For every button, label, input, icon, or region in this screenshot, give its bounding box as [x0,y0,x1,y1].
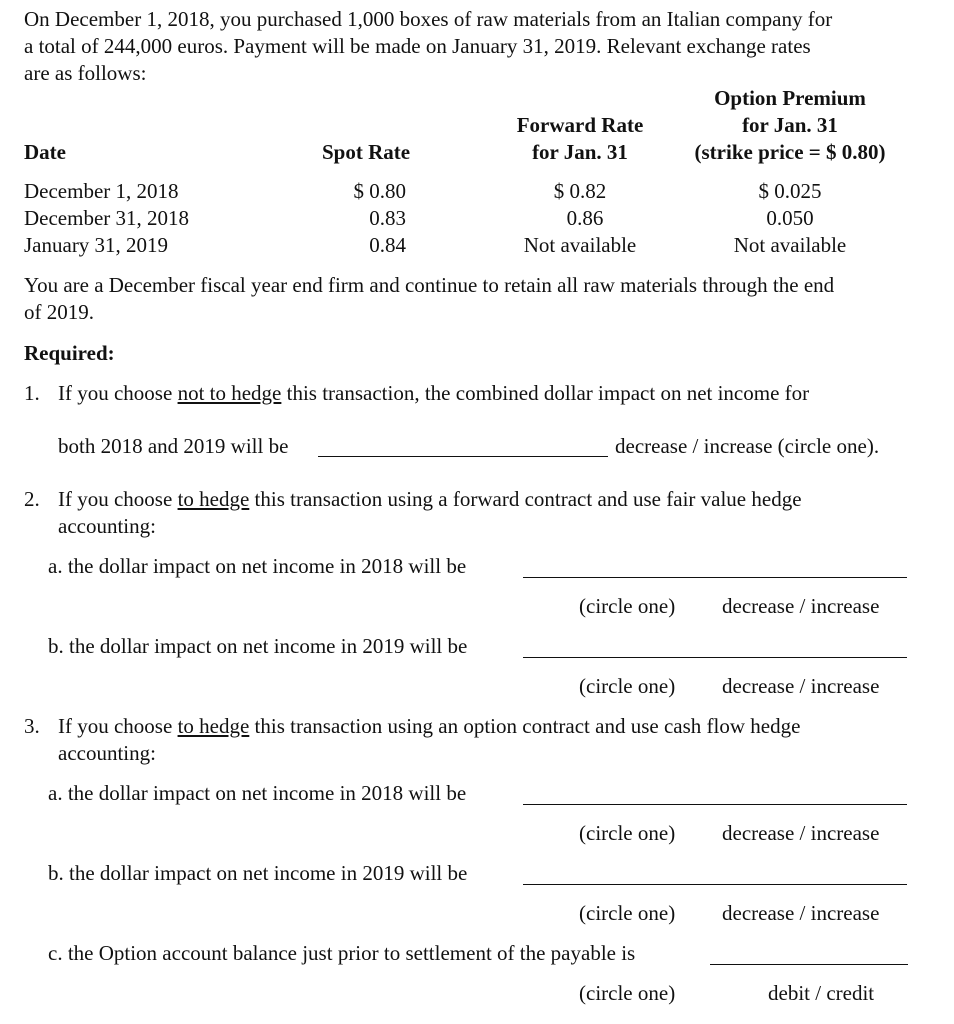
q3-underlined: to hedge [177,714,250,738]
q3b-text: b. the dollar impact on net income in 2019 will be [48,861,468,885]
q3c-text: c. the Option account balance just prior to settlement of the payable is [48,941,636,965]
q3-text [58,713,800,739]
header-date: Date [24,140,66,164]
q2a-choice: decrease / increase [722,594,880,618]
q3b-answer-blank[interactable] [523,884,907,885]
q3c-circle-label: (circle one) [579,981,676,1005]
q2-post: this transaction using a forward contract and use fair value hedge [249,487,802,511]
q2-line-2: accounting: [58,514,156,538]
row-2-spot: 0.83 [369,206,406,230]
q1-number: 1. [24,381,40,405]
q2a-answer-blank[interactable] [523,577,907,578]
q1-answer-blank[interactable] [318,456,608,457]
context-line-2: of 2019. [24,300,94,324]
q1-pre: If you choose [58,381,178,405]
q2b-text: b. the dollar impact on net income in 2019 will be [48,634,468,658]
header-option-premium-3: (strike price = $ 0.80) [694,140,886,164]
row-1-option: $ 0.025 [758,179,822,203]
header-spot-rate: Spot Rate [322,140,411,164]
q1-suffix: decrease / increase (circle one). [615,434,880,458]
intro-line-3: are as follows: [24,61,147,85]
q3c-answer-blank[interactable] [710,964,908,965]
q3a-text: a. the dollar impact on net income in 2018 will be [48,781,467,805]
intro-line-1: On December 1, 2018, you purchased 1,000 boxes of raw materials from an Italian company for [24,7,833,31]
row-2-date: December 31, 2018 [24,206,190,230]
q2a-circle-label: (circle one) [579,594,676,618]
row-1-date: December 1, 2018 [24,179,179,203]
q1-text [58,380,809,406]
row-2-forward: 0.86 [566,206,604,230]
q3-pre: If you choose [58,714,178,738]
header-forward-rate-1: Forward Rate [516,113,644,137]
q2b-answer-blank[interactable] [523,657,907,658]
row-1-spot: $ 0.80 [353,179,406,203]
intro-line-2: a total of 244,000 euros. Payment will be made on January 31, 2019. Relevant exchange rates [24,34,811,58]
q3b-choice: decrease / increase [722,901,880,925]
q1-line-2: both 2018 and 2019 will be [58,434,289,458]
context-line-1: You are a December fiscal year end firm and continue to retain all raw materials through the end [24,273,835,297]
q3-number: 3. [24,714,40,738]
q3c-choice: debit / credit [768,981,875,1005]
row-3-forward: Not available [523,233,637,257]
q2-number: 2. [24,487,40,511]
q3-line-2: accounting: [58,741,156,765]
q3a-choice: decrease / increase [722,821,880,845]
header-option-premium-1: Option Premium [714,86,866,110]
q2a-text: a. the dollar impact on net income in 2018 will be [48,554,467,578]
row-3-spot: 0.84 [369,233,406,257]
q3a-circle-label: (circle one) [579,821,676,845]
header-forward-rate-2: for Jan. 31 [532,140,628,164]
q3a-answer-blank[interactable] [523,804,907,805]
q2-text [58,486,802,512]
q3b-circle-label: (circle one) [579,901,676,925]
q2b-choice: decrease / increase [722,674,880,698]
q1-post: this transaction, the combined dollar impact on net income for [281,381,810,405]
row-2-option: 0.050 [766,206,814,230]
q1-underlined: not to hedge [177,381,282,405]
row-3-date: January 31, 2019 [24,233,169,257]
required-heading: Required: [24,341,115,365]
q2-underlined: to hedge [177,487,250,511]
header-option-premium-2: for Jan. 31 [742,113,838,137]
row-3-option: Not available [733,233,847,257]
row-1-forward: $ 0.82 [553,179,607,203]
q3-post: this transaction using an option contract and use cash flow hedge [249,714,801,738]
q2b-circle-label: (circle one) [579,674,676,698]
q2-pre: If you choose [58,487,178,511]
